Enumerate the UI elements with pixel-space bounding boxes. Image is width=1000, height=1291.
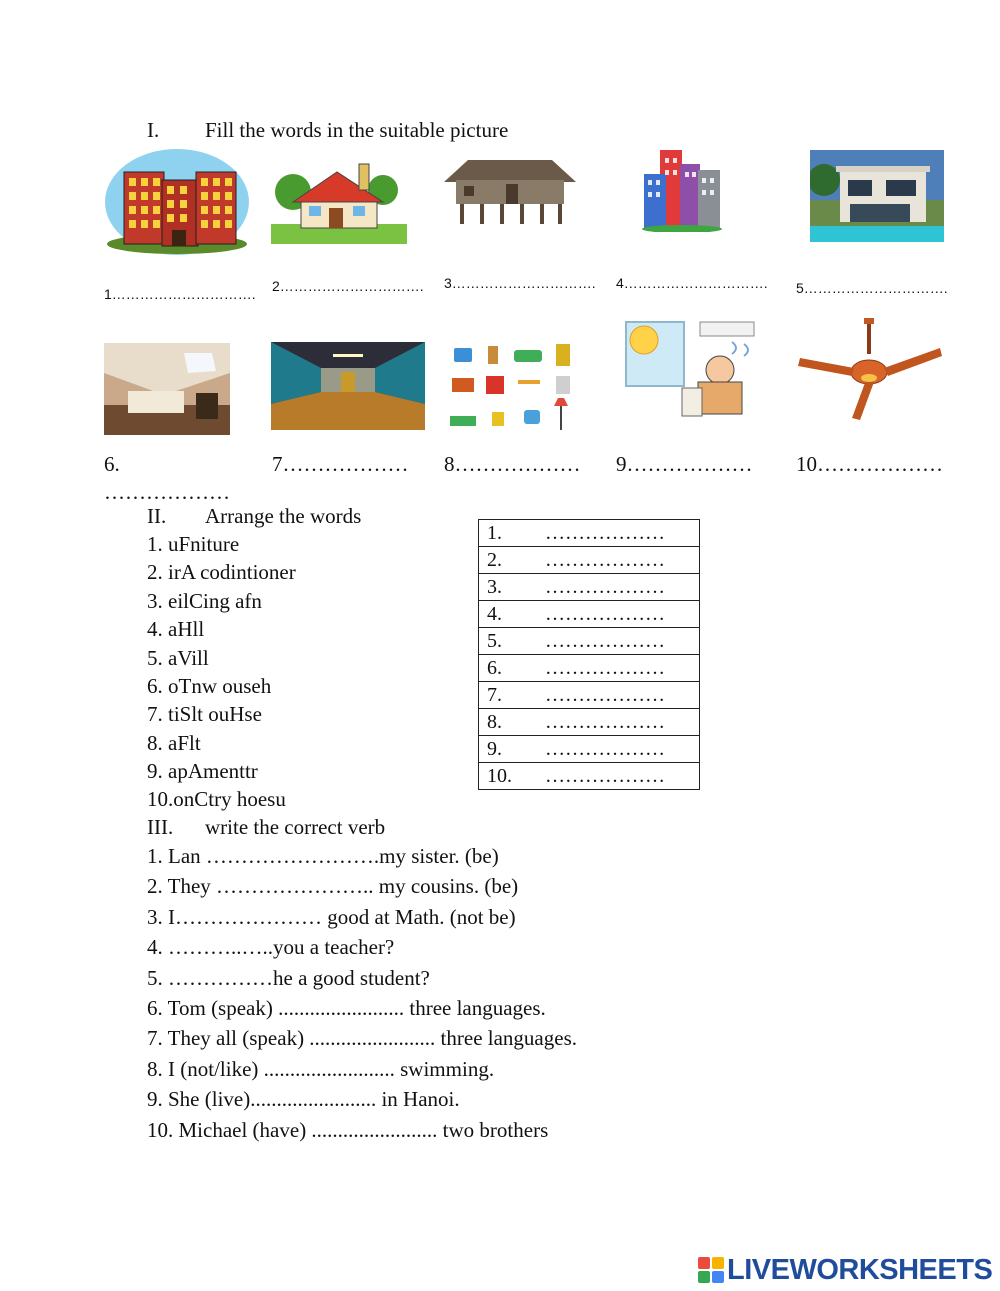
answer-blank: ………………	[545, 629, 665, 652]
table-row	[479, 736, 700, 763]
answer-blank: ………………	[545, 656, 665, 679]
answer-number: 3.	[487, 575, 502, 598]
villa-icon	[810, 150, 944, 242]
answer-number: 5.	[487, 629, 502, 652]
picture-label-2: 2………………………….	[272, 278, 424, 294]
arrange-item-5: 5. aVill	[147, 646, 209, 670]
picture-label-6: 6.	[104, 452, 120, 476]
answer-table	[478, 519, 700, 790]
table-row	[479, 655, 700, 682]
picture-label-10: 10………………	[796, 452, 943, 476]
picture-label-3: 3………………………….	[444, 275, 596, 291]
verb-item-2: 2. They ………………….. my cousins. (be)	[147, 874, 519, 898]
arrange-item-4: 4. aHll	[147, 617, 205, 641]
answer-cell-4[interactable]	[479, 601, 700, 628]
logo-text: LIVEWORKSHEETS	[727, 1253, 993, 1286]
arrange-item-8: 8. aFlt	[147, 731, 201, 755]
table-row	[479, 547, 700, 574]
section1-number: I.	[147, 118, 160, 142]
answer-blank: ………………	[545, 764, 665, 787]
hall-icon	[271, 342, 425, 430]
arrange-item-2: 2. irA codintioner	[147, 560, 296, 584]
liveworksheets-logo[interactable]	[698, 1254, 992, 1286]
verb-item-5: 5. ……………he a good student?	[147, 966, 430, 990]
section3-number: III.	[147, 815, 174, 839]
answer-blank: ………………	[545, 683, 665, 706]
answer-cell-3[interactable]	[479, 574, 700, 601]
section3-title: write the correct verb	[205, 815, 386, 839]
picture-label-5: 5………………………….	[796, 280, 948, 296]
picture-label-8: 8………………	[444, 452, 581, 476]
answer-number: 10.	[487, 764, 512, 787]
verb-item-3: 3. I………………… good at Math. (not be)	[147, 905, 516, 929]
answer-number: 2.	[487, 548, 502, 571]
attic-room-icon	[104, 343, 230, 435]
answer-number: 9.	[487, 737, 502, 760]
verb-item-8: 8. I (not/like) ......................... swimming.	[147, 1057, 495, 1081]
verb-item-7: 7. They all (speak) ........................ three languages.	[147, 1026, 577, 1050]
logo-blocks-icon	[698, 1257, 724, 1283]
answer-number: 6.	[487, 656, 502, 679]
air-conditioner-icon	[622, 318, 768, 424]
answer-cell-5[interactable]	[479, 628, 700, 655]
answer-cell-10[interactable]	[479, 763, 700, 790]
apartment-building-icon	[104, 144, 250, 256]
arrange-item-3: 3. eilCing afn	[147, 589, 262, 613]
table-row	[479, 601, 700, 628]
answer-blank: ………………	[545, 737, 665, 760]
city-buildings-icon	[640, 150, 724, 232]
stilt-house-icon	[444, 158, 576, 226]
answer-number: 7.	[487, 683, 502, 706]
answer-number: 4.	[487, 602, 502, 625]
verb-item-10: 10. Michael (have) ........................ two brothers	[147, 1118, 549, 1142]
answer-blank: ………………	[545, 548, 665, 571]
arrange-item-1: 1. uFniture	[147, 532, 240, 556]
section2-number: II.	[147, 504, 167, 528]
answer-blank: ………………	[545, 521, 665, 544]
answer-blank: ………………	[545, 602, 665, 625]
answer-cell-7[interactable]	[479, 682, 700, 709]
table-row	[479, 628, 700, 655]
arrange-item-7: 7. tiSlt ouHse	[147, 702, 262, 726]
verb-item-6: 6. Tom (speak) ........................ three languages.	[147, 996, 546, 1020]
answer-cell-8[interactable]	[479, 709, 700, 736]
arrange-item-9: 9. apAmenttr	[147, 759, 258, 783]
furniture-icon	[444, 340, 578, 438]
answer-blank: ………………	[545, 710, 665, 733]
picture-label-7: 7………………	[272, 452, 409, 476]
picture-label-1: 1………………………….	[104, 286, 256, 302]
verb-item-9: 9. She (live)........................ in Hanoi.	[147, 1087, 460, 1111]
section1-title: Fill the words in the suitable picture	[205, 118, 509, 142]
answer-number: 1.	[487, 521, 502, 544]
ceiling-fan-icon	[796, 318, 944, 420]
answer-cell-9[interactable]	[479, 736, 700, 763]
picture-label-continuation: ………………	[104, 480, 230, 504]
table-row	[479, 520, 700, 547]
verb-item-4: 4. ………..…..you a teacher?	[147, 935, 395, 959]
table-row	[479, 574, 700, 601]
picture-label-9: 9………………	[616, 452, 753, 476]
answer-cell-6[interactable]	[479, 655, 700, 682]
country-house-icon	[271, 146, 407, 244]
answer-cell-2[interactable]	[479, 547, 700, 574]
answer-number: 8.	[487, 710, 502, 733]
table-row	[479, 763, 700, 790]
answer-blank: ………………	[545, 575, 665, 598]
arrange-item-6: 6. oTnw ouseh	[147, 674, 272, 698]
arrange-item-10: 10.onCtry hoesu	[147, 787, 286, 811]
table-row	[479, 709, 700, 736]
section2-title: Arrange the words	[205, 504, 362, 528]
answer-cell-1[interactable]	[479, 520, 700, 547]
table-row	[479, 682, 700, 709]
verb-item-1: 1. Lan …………………….my sister. (be)	[147, 844, 499, 868]
picture-label-4: 4………………………….	[616, 275, 768, 291]
